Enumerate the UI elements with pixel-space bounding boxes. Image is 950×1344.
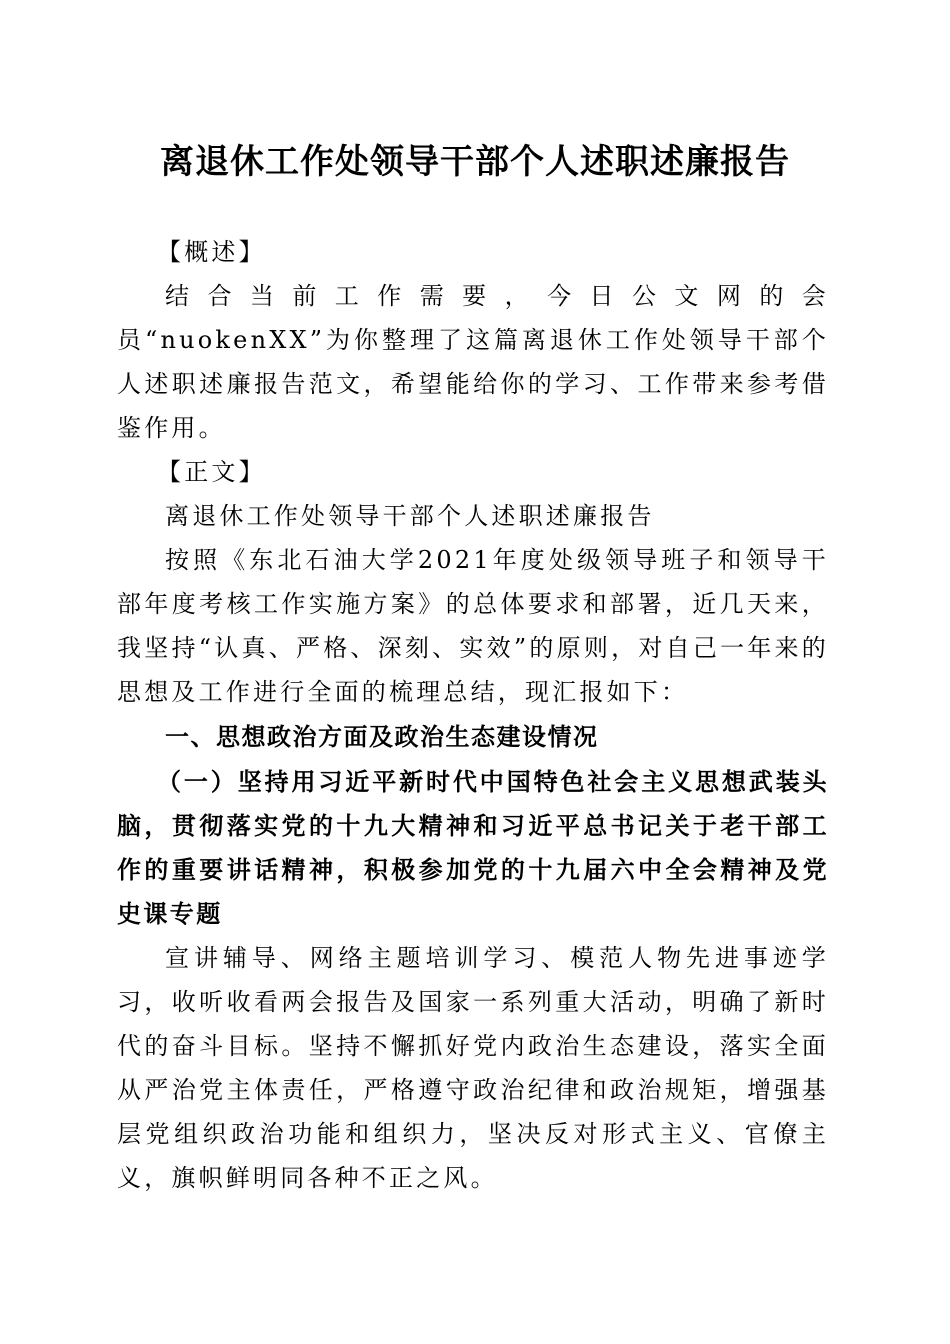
document-body xyxy=(117,230,829,1200)
overview-text: 结合当前工作需要，今日公文网的会员“nuokenXX”为你整理了这篇离退休工作处领导干部个人述职述廉报告范文，希望能给你的学习、工作带来参考借鉴作用。 xyxy=(117,282,829,442)
subsection-heading: （一）坚持用习近平新时代中国特色社会主义思想武装头脑，贯彻落实党的十九大精神和习近平总书记关于老干部工作的重要讲话精神，积极参加党的十九届六中全会精神及党史课专题 xyxy=(117,767,829,928)
document-title: 离退休工作处领导干部个人述职述廉报告 xyxy=(160,142,790,182)
section-paragraph: 宣讲辅导、网络主题培训学习、模范人物先进事迹学习，收听收看两会报告及国家一系列重大活动，明确了新时代的奋斗目标。坚持不懈抓好党内政治生态建设，落实全面从严治党主体责任，严格遵守政治纪律和政治规矩，增强基层党组织政治功能和组织力，坚决反对形式主义、官僚主义，旗帜鲜明同各种不正之风。 xyxy=(117,944,829,1192)
intro-paragraph: 按照《东北石油大学2021年度处级领导班子和领导干部年度考核工作实施方案》的总体要求和部署，近几天来，我坚持“认真、严格、深刻、实效”的原则，对自己一年来的思想及工作进行全面的梳理总结，现汇报如下： xyxy=(117,546,829,706)
body-title: 离退休工作处领导干部个人述职述廉报告 xyxy=(165,502,655,530)
section-heading: 一、思想政治方面及政治生态建设情况 xyxy=(165,723,599,751)
overview-label: 【概述】 xyxy=(157,238,266,266)
body-label: 【正文】 xyxy=(157,458,266,486)
